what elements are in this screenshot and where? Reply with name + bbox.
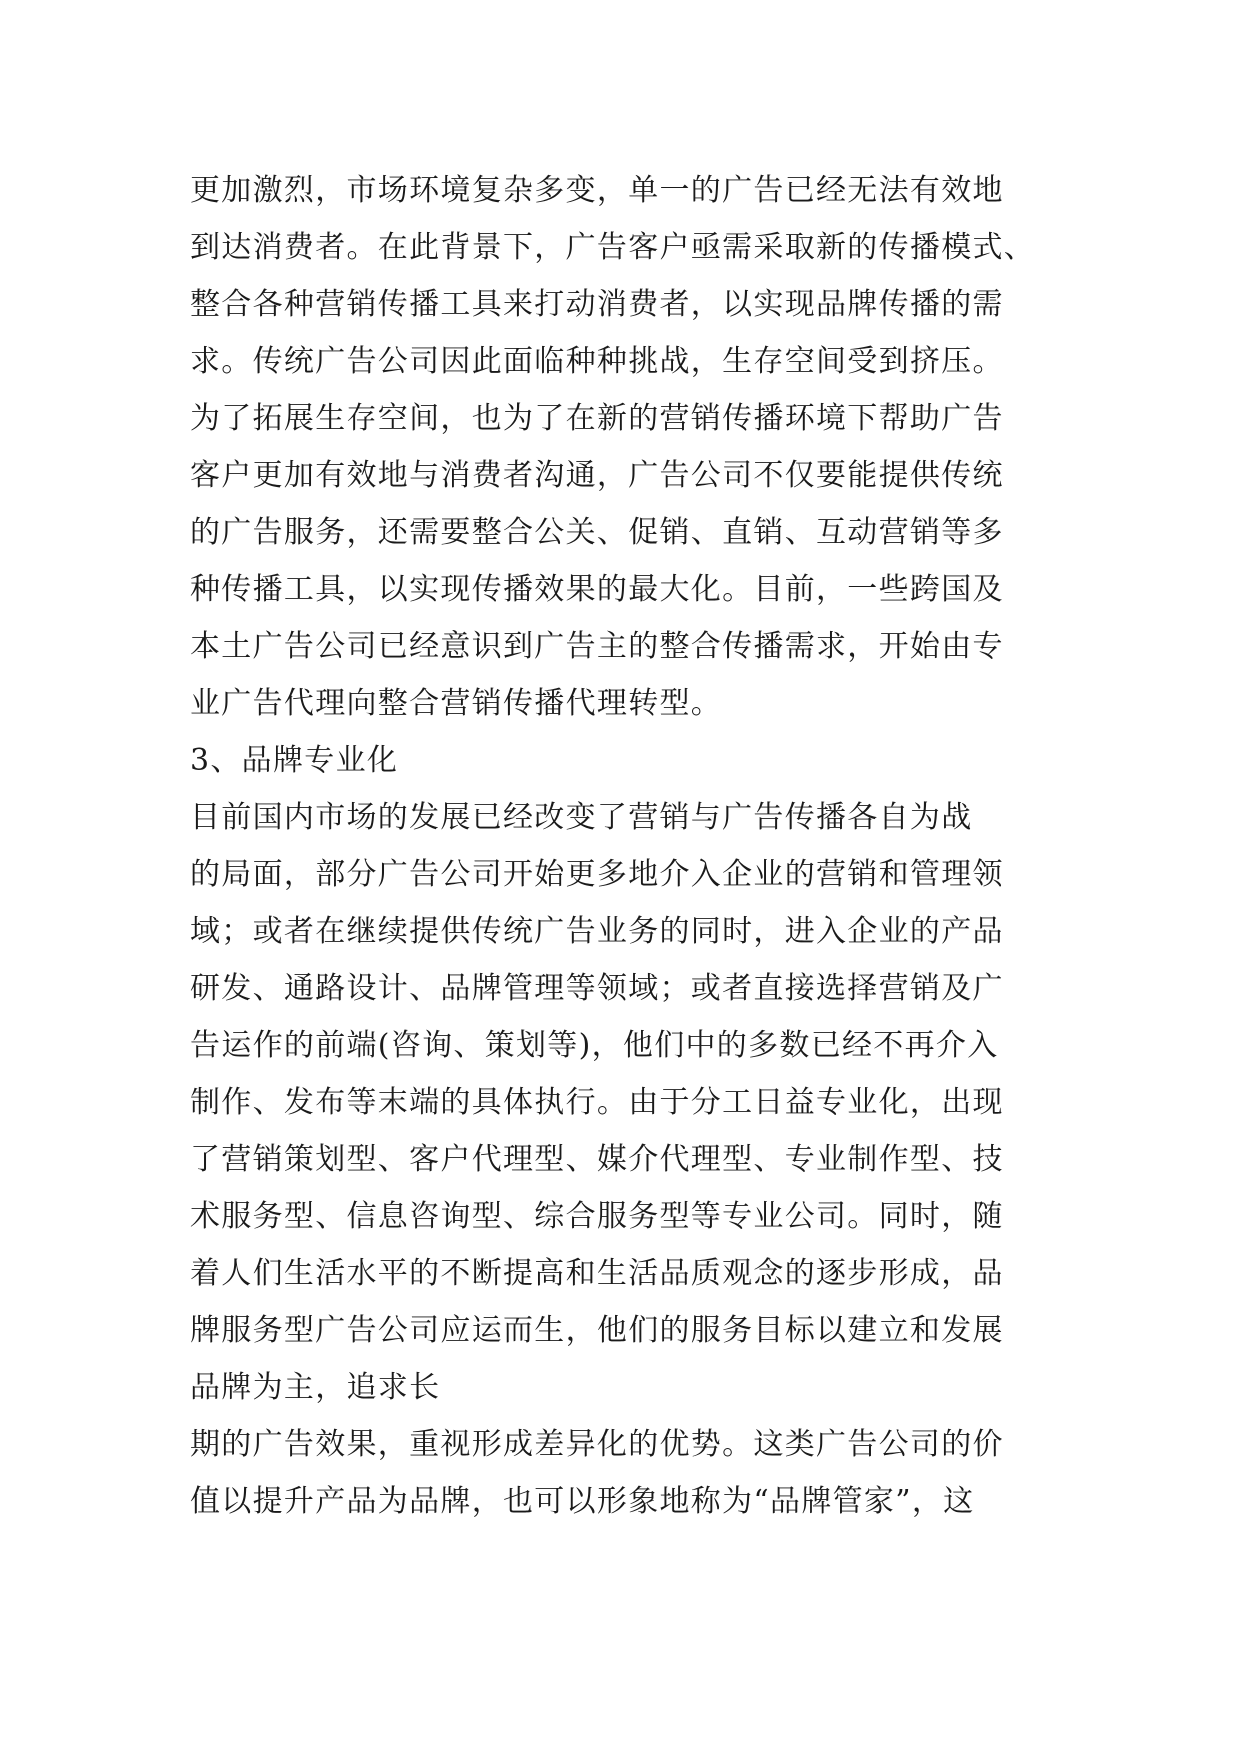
text-line: 目前国内市场的发展已经改变了营销与广告传播各自为战 (190, 800, 973, 835)
text-line: 研发、通路设计、品牌管理等领域；或者直接选择营销及广 (190, 971, 1004, 1006)
text-line: 值以提升产品为品牌，也可以形象地称为“品牌管家”，这 (190, 1484, 975, 1519)
body-text (190, 162, 1090, 1530)
text-line: 牌服务型广告公司应运而生，他们的服务目标以建立和发展 (190, 1313, 1004, 1348)
text-line: 域；或者在继续提供传统广告业务的同时，进入企业的产品 (190, 914, 1004, 949)
text-line: 到达消费者。在此背景下，广告客户亟需采取新的传播模式、 (190, 230, 1036, 265)
text-line: 客户更加有效地与消费者沟通，广告公司不仅要能提供传统 (190, 458, 1004, 493)
text-line: 的广告服务，还需要整合公关、促销、直销、互动营销等多 (190, 515, 1004, 550)
text-line: 求。传统广告公司因此面临种种挑战，生存空间受到挤压。 (190, 344, 1004, 379)
text-line: 品牌为主，追求长 (190, 1370, 441, 1405)
text-line: 种传播工具，以实现传播效果的最大化。目前，一些跨国及 (190, 572, 1004, 607)
text-line: 告运作的前端(咨询、策划等)，他们中的多数已经不再介入 (190, 1028, 999, 1063)
text-line: 更加激烈，市场环境复杂多变，单一的广告已经无法有效地 (190, 173, 1004, 208)
text-line: 的局面，部分广告公司开始更多地介入企业的营销和管理领 (190, 857, 1004, 892)
section-heading: 3、品牌专业化 (190, 743, 399, 778)
text-line: 着人们生活水平的不断提高和生活品质观念的逐步形成，品 (190, 1256, 1004, 1291)
text-line: 整合各种营销传播工具来打动消费者，以实现品牌传播的需 (190, 287, 1004, 322)
text-line: 为了拓展生存空间，也为了在新的营销传播环境下帮助广告 (190, 401, 1004, 436)
text-line: 了营销策划型、客户代理型、媒介代理型、专业制作型、技 (190, 1142, 1004, 1177)
text-line: 期的广告效果，重视形成差异化的优势。这类广告公司的价 (190, 1427, 1004, 1462)
text-line: 业广告代理向整合营销传播代理转型。 (190, 686, 723, 721)
text-line: 制作、发布等末端的具体执行。由于分工日益专业化，出现 (190, 1085, 1004, 1120)
text-line: 术服务型、信息咨询型、综合服务型等专业公司。同时，随 (190, 1199, 1004, 1234)
text-line: 本土广告公司已经意识到广告主的整合传播需求，开始由专 (190, 629, 1004, 664)
